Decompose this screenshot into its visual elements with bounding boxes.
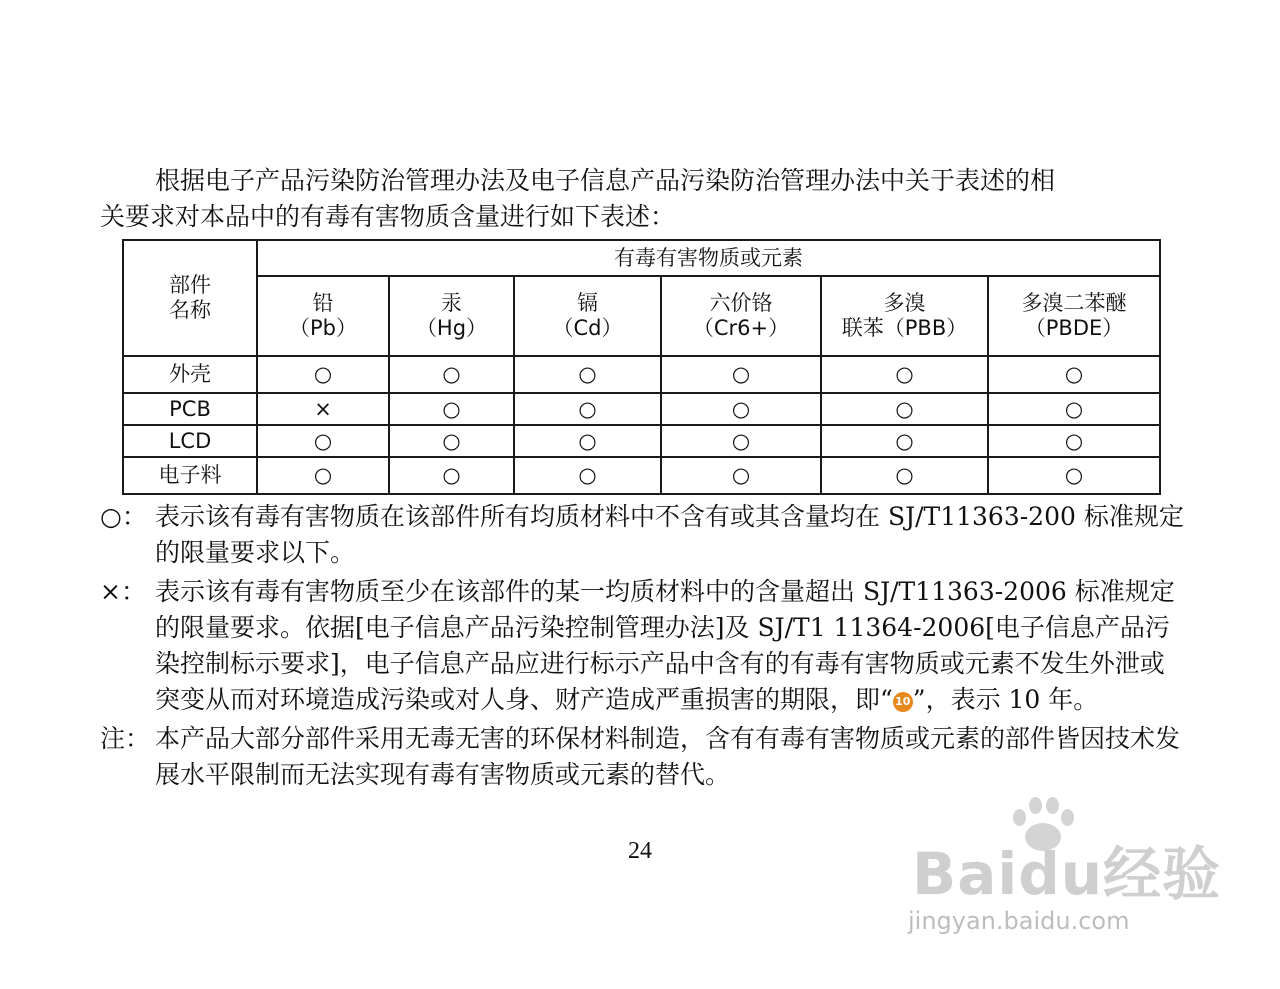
note-remark-mark: 注： [100,724,151,753]
table-row [123,457,1160,494]
note-cross [100,574,1185,718]
column-header-line1: 多溴二苯醚 [1021,291,1127,315]
column-header-mercury [389,276,514,356]
column-header-lead [257,276,389,356]
column-header-line2: （Hg） [415,316,488,340]
notes-section [100,499,1185,796]
column-header-line1: 六价铬 [709,291,773,315]
table-cell: ○ [257,457,389,494]
hazardous-substances-table [122,239,1161,495]
table-cell: ○ [988,393,1160,425]
note-remark-text: 本产品大部分部件采用无毒无害的环保材料制造，含有有毒有害物质或元素的部件皆因技术发展水平限制而无法实现有毒有害物质或元素的替代。 [155,724,1181,789]
part-name-header-line1: 部件 [169,273,211,297]
epup-10-year-icon: 10 [893,692,913,712]
column-header-line1: 多溴 [883,291,926,315]
substances-group-header: 有毒有害物质或元素 [257,240,1160,276]
column-header-line1: 汞 [441,291,462,315]
column-header-line1: 镉 [577,291,598,315]
column-header-line2: （PBDE） [1024,316,1124,340]
note-cross-text [155,574,1185,718]
table-cell: ○ [514,393,661,425]
note-cross-text-part1: 表示该有毒有害物质至少在该部件的某一均质材料中的含量超出 SJ/T11363-2006 标准规定的限量要求。依据[电子信息产品污染控制管理办法]及 SJ/T1 11364-2006[电子信息产品污染控制标示要求]，电子信息产品应进行标示产品中含有的有毒有害物质或元素不发生外泄或突变从而对环境造成污染或对人身、财产造成严重损害的期限，即“ [155,577,1175,714]
column-header-chromium [661,276,821,356]
watermark-brand: Baidu经验 [912,840,1222,908]
table-cell: ○ [257,425,389,457]
table-cell: ○ [988,457,1160,494]
table-cell: ○ [514,457,661,494]
column-header-pbb [821,276,988,356]
table-cell: ○ [821,356,988,393]
note-remark [100,721,1185,793]
table-cell: ○ [257,356,389,393]
table-cell: ○ [661,457,821,494]
table-cell: ○ [661,425,821,457]
table-row [123,393,1160,425]
table-cell: ○ [389,356,514,393]
table-cell: ○ [389,393,514,425]
note-cross-mark: ×： [100,577,146,606]
note-circle [100,499,1185,571]
table-cell: ○ [821,425,988,457]
part-name-cell: 外壳 [123,356,257,393]
table-cell: ○ [389,425,514,457]
note-circle-text: 表示该有毒有害物质在该部件所有均质材料中不含有或其含量均在 SJ/T11363-200 标准规定的限量要求以下。 [155,502,1184,567]
column-header-pbde [988,276,1160,356]
watermark-url: jingyan.baidu.com [908,907,1130,935]
column-header-line2: 联苯（PBB） [841,316,968,340]
part-name-cell: PCB [123,393,257,425]
intro-line-1: 根据电子产品污染防治管理办法及电子信息产品污染防治管理办法中关于表述的相 [155,166,1056,195]
note-circle-mark: ○： [100,502,147,531]
table-cell: ○ [514,356,661,393]
page-number: 24 [628,838,652,864]
column-header-line2: （Cr6+） [692,316,790,340]
intro-paragraph [100,163,1180,235]
column-header-line2: （Pb） [289,316,357,340]
note-cross-text-part2: ”，表示 10 年。 [912,685,1099,714]
table-cell: ○ [389,457,514,494]
table-cell: ○ [514,425,661,457]
column-header-line1: 铅 [312,291,334,315]
table-cell: ○ [661,393,821,425]
column-header-cadmium [514,276,661,356]
table-row [123,356,1160,393]
table-cell: ○ [661,356,821,393]
part-name-cell: 电子料 [123,457,257,494]
table-cell: ○ [821,393,988,425]
column-header-line2: （Cd） [552,316,623,340]
table-cell: × [257,393,389,425]
table-cell: ○ [821,457,988,494]
table-row [123,425,1160,457]
part-name-header-line2: 名称 [169,298,211,322]
table-cell: ○ [988,356,1160,393]
part-name-header [123,240,257,356]
intro-line-2: 关要求对本品中的有毒有害物质含量进行如下表述： [100,202,676,231]
baidu-jingyan-watermark [900,795,1222,945]
part-name-cell: LCD [123,425,257,457]
table-cell: ○ [988,425,1160,457]
